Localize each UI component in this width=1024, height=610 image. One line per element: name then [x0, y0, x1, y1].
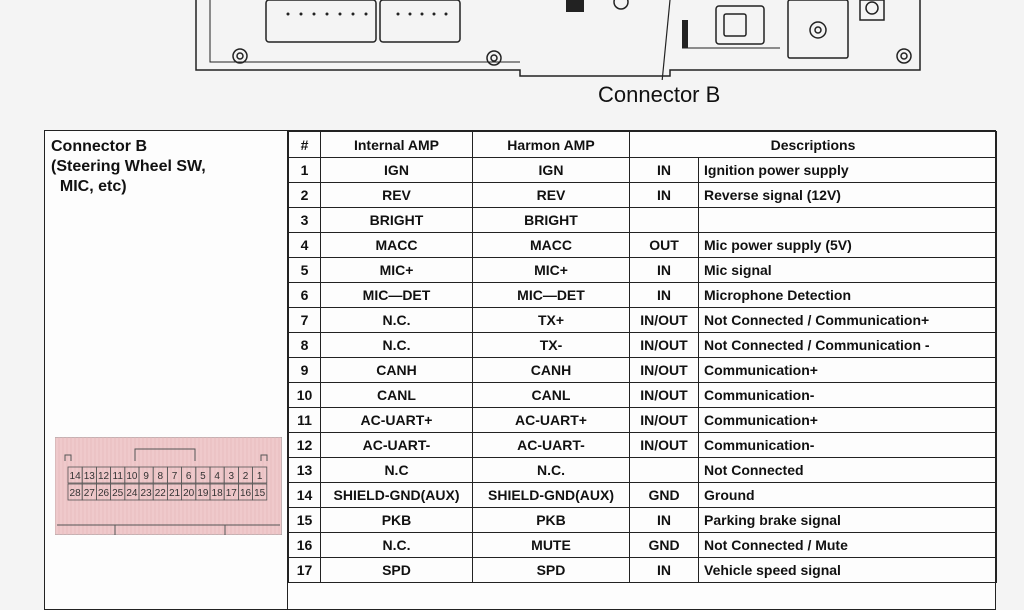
harmon-amp-cell: AC-UART-: [473, 433, 630, 458]
harmon-amp-cell: CANH: [473, 358, 630, 383]
connector-pin-number: 12: [97, 471, 110, 482]
table-row: [289, 158, 997, 183]
description-cell: Not Connected: [699, 458, 997, 483]
connector-pin-number: 10: [126, 471, 138, 482]
connector-caption: Connector B: [598, 82, 721, 107]
pin-number-cell: 11: [289, 408, 321, 433]
internal-amp-cell: PKB: [321, 508, 473, 533]
connector-info-panel: [45, 131, 288, 609]
connector-pin-number: 21: [168, 488, 181, 499]
internal-amp-cell: MIC—DET: [321, 283, 473, 308]
harmon-amp-cell: SHIELD-GND(AUX): [473, 483, 630, 508]
harmon-amp-cell: AC-UART+: [473, 408, 630, 433]
harmon-amp-cell: PKB: [473, 508, 630, 533]
description-cell: Ground: [699, 483, 997, 508]
direction-cell: IN: [630, 283, 699, 308]
header-pin-number: #: [289, 132, 321, 158]
pin-number-cell: 2: [289, 183, 321, 208]
description-cell: Mic signal: [699, 258, 997, 283]
pin-number-cell: 15: [289, 508, 321, 533]
connector-pin-number: 4: [214, 471, 220, 482]
pin-number-cell: 12: [289, 433, 321, 458]
description-cell: Communication+: [699, 408, 997, 433]
head-unit-rear-drawing: [0, 0, 1024, 80]
table-row: [289, 333, 997, 358]
internal-amp-cell: CANL: [321, 383, 473, 408]
table-row: [289, 533, 997, 558]
pin-number-cell: 7: [289, 308, 321, 333]
direction-cell: IN: [630, 558, 699, 583]
direction-cell: [630, 208, 699, 233]
table-row: [289, 233, 997, 258]
pinout-table-frame: [44, 130, 996, 610]
connector-pin-number: 14: [69, 471, 81, 482]
pin-number-cell: 5: [289, 258, 321, 283]
internal-amp-cell: CANH: [321, 358, 473, 383]
pin-assignment-table: [288, 131, 997, 583]
description-cell: Mic power supply (5V): [699, 233, 997, 258]
direction-cell: IN: [630, 258, 699, 283]
internal-amp-cell: MACC: [321, 233, 473, 258]
connector-pin-number: 18: [211, 488, 223, 499]
description-cell: Not Connected / Mute: [699, 533, 997, 558]
connector-pin-number: 26: [97, 488, 110, 499]
table-row: [289, 458, 997, 483]
table-row: [289, 308, 997, 333]
connector-pin-number: 23: [140, 488, 152, 499]
description-cell: Communication-: [699, 383, 997, 408]
connector-pin-number: 3: [228, 471, 235, 482]
direction-cell: IN/OUT: [630, 358, 699, 383]
connector-pin-number: 28: [69, 488, 81, 499]
table-row: [289, 558, 997, 583]
direction-cell: GND: [630, 533, 699, 558]
internal-amp-cell: AC-UART-: [321, 433, 473, 458]
connector-pin-number: 13: [83, 471, 95, 482]
direction-cell: IN: [630, 508, 699, 533]
harmon-amp-cell: BRIGHT: [473, 208, 630, 233]
internal-amp-cell: IGN: [321, 158, 473, 183]
harmon-amp-cell: N.C.: [473, 458, 630, 483]
internal-amp-cell: REV: [321, 183, 473, 208]
table-row: [289, 408, 997, 433]
internal-amp-cell: N.C: [321, 458, 473, 483]
harmon-amp-cell: MUTE: [473, 533, 630, 558]
table-row: [289, 183, 997, 208]
connector-pin-number: 7: [171, 471, 178, 482]
description-cell: Communication+: [699, 358, 997, 383]
description-cell: Ignition power supply: [699, 158, 997, 183]
description-cell: Communication-: [699, 433, 997, 458]
table-row: [289, 283, 997, 308]
connector-pin-number: 9: [143, 471, 149, 482]
direction-cell: [630, 458, 699, 483]
pin-number-cell: 1: [289, 158, 321, 183]
description-cell: Not Connected / Communication+: [699, 308, 997, 333]
direction-cell: GND: [630, 483, 699, 508]
direction-cell: IN/OUT: [630, 433, 699, 458]
pin-number-cell: 16: [289, 533, 321, 558]
internal-amp-cell: N.C.: [321, 533, 473, 558]
direction-cell: IN/OUT: [630, 383, 699, 408]
connector-title: Connector B (Steering Wheel SW, MIC, etc): [51, 138, 206, 195]
connector-pin-number: 19: [197, 488, 209, 499]
header-harmon-amp: Harmon AMP: [473, 132, 630, 158]
direction-cell: OUT: [630, 233, 699, 258]
connector-pin-number: 1: [256, 471, 263, 482]
internal-amp-cell: SHIELD-GND(AUX): [321, 483, 473, 508]
pin-number-cell: 3: [289, 208, 321, 233]
harmon-amp-cell: IGN: [473, 158, 630, 183]
table-header-row: [289, 132, 997, 158]
connector-pin-number: 22: [154, 488, 166, 499]
description-cell: Not Connected / Communication -: [699, 333, 997, 358]
harmon-amp-cell: TX-: [473, 333, 630, 358]
description-cell: [699, 208, 997, 233]
connector-pin-number: 27: [83, 488, 95, 499]
direction-cell: IN/OUT: [630, 408, 699, 433]
internal-amp-cell: SPD: [321, 558, 473, 583]
connector-pin-number: 17: [225, 488, 237, 499]
description-cell: Parking brake signal: [699, 508, 997, 533]
table-row: [289, 508, 997, 533]
pin-number-cell: 4: [289, 233, 321, 258]
connector-pin-number: 15: [254, 488, 266, 499]
table-row: [289, 383, 997, 408]
internal-amp-cell: MIC+: [321, 258, 473, 283]
pin-number-cell: 9: [289, 358, 321, 383]
header-descriptions: Descriptions: [630, 132, 997, 158]
harmon-amp-cell: MIC+: [473, 258, 630, 283]
pin-number-cell: 6: [289, 283, 321, 308]
connector-pin-number: 25: [112, 488, 124, 499]
internal-amp-cell: N.C.: [321, 333, 473, 358]
direction-cell: IN: [630, 158, 699, 183]
harmon-amp-cell: REV: [473, 183, 630, 208]
harmon-amp-cell: MACC: [473, 233, 630, 258]
connector-pin-number: 5: [200, 471, 206, 482]
connector-pin-number: 6: [185, 471, 192, 482]
pin-number-cell: 14: [289, 483, 321, 508]
header-internal-amp: Internal AMP: [321, 132, 473, 158]
direction-cell: IN/OUT: [630, 333, 699, 358]
table-row: [289, 358, 997, 383]
table-row: [289, 208, 997, 233]
description-cell: Vehicle speed signal: [699, 558, 997, 583]
direction-cell: IN/OUT: [630, 308, 699, 333]
harmon-amp-cell: TX+: [473, 308, 630, 333]
table-row: [289, 258, 997, 283]
direction-cell: IN: [630, 183, 699, 208]
table-row: [289, 483, 997, 508]
internal-amp-cell: N.C.: [321, 308, 473, 333]
harmon-amp-cell: MIC—DET: [473, 283, 630, 308]
connector-pin-number: 16: [239, 488, 252, 499]
pin-number-cell: 10: [289, 383, 321, 408]
connector-pin-number: 8: [157, 471, 164, 482]
internal-amp-cell: BRIGHT: [321, 208, 473, 233]
connector-pin-number: 24: [126, 488, 138, 499]
connector-pin-number: 2: [242, 471, 249, 482]
connector-pin-number: 20: [183, 488, 195, 499]
description-cell: Microphone Detection: [699, 283, 997, 308]
pin-number-cell: 13: [289, 458, 321, 483]
table-row: [289, 433, 997, 458]
harmon-amp-cell: SPD: [473, 558, 630, 583]
harmon-amp-cell: CANL: [473, 383, 630, 408]
pin-number-cell: 8: [289, 333, 321, 358]
internal-amp-cell: AC-UART+: [321, 408, 473, 433]
description-cell: Reverse signal (12V): [699, 183, 997, 208]
pin-number-cell: 17: [289, 558, 321, 583]
connector-pin-number: 11: [112, 471, 123, 482]
connector-pin-diagram: [55, 437, 282, 535]
